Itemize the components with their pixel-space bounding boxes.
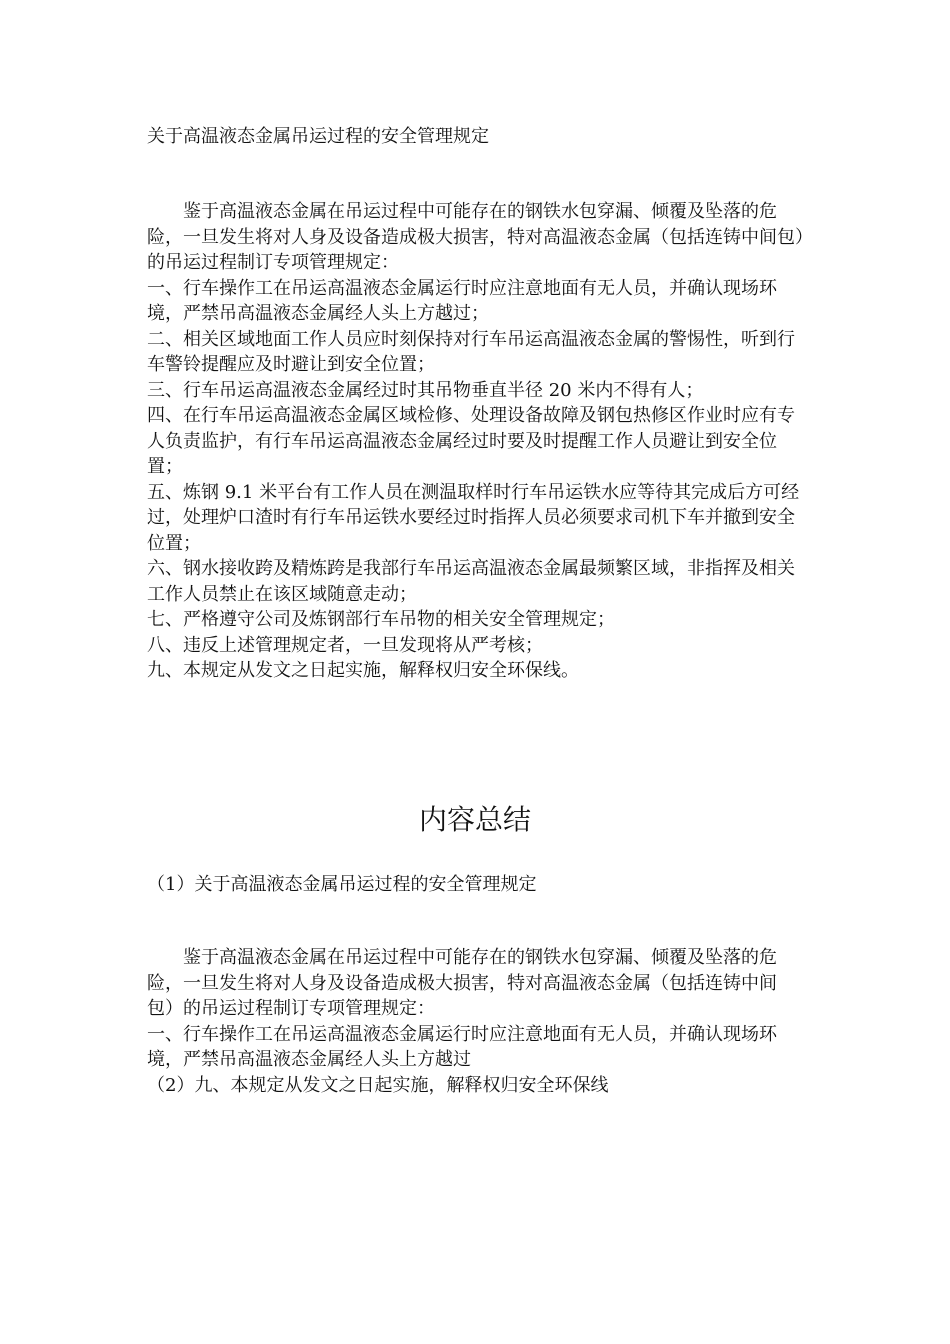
- rule-item-7: 七、严格遵守公司及炼钢部行车吊物的相关安全管理规定；: [147, 609, 615, 630]
- document-title: 关于高温液态金属吊运过程的安全管理规定: [147, 126, 489, 147]
- rule-item-6: 六、钢水接收跨及精炼跨是我部行车吊运高温液态金属最频繁区域，非指挥及相关工作人员禁止在该区域随意走动；: [147, 558, 795, 605]
- rule-item-9: 九、本规定从发文之日起实施，解释权归安全环保线。: [147, 660, 579, 681]
- summary-heading: 内容总结: [418, 803, 531, 836]
- rule-item-4: 四、在行车吊运高温液态金属区域检修、处理设备故障及钢包热修区作业时应有专人负责监护，有行车吊运高温液态金属经过时要及时提醒工作人员避让到安全位置；: [147, 405, 795, 477]
- summary-intro-paragraph: 鉴于高温液态金属在吊运过程中可能存在的钢铁水包穿漏、倾覆及坠落的危险，一旦发生将对人身及设备造成极大损害，特对高温液态金属（包括连铸中间包）的吊运过程制订专项管理规定：: [147, 947, 777, 1019]
- rule-item-1: 一、行车操作工在吊运高温液态金属运行时应注意地面有无人员，并确认现场环境，严禁吊高温液态金属经人头上方越过；: [147, 277, 777, 324]
- rule-item-3: 三、行车吊运高温液态金属经过时其吊物垂直半径 20 米内不得有人；: [147, 379, 704, 401]
- summary-rule-1: 一、行车操作工在吊运高温液态金属运行时应注意地面有无人员，并确认现场环境，严禁吊高温液态金属经人头上方越过: [147, 1023, 777, 1070]
- summary-item-2: （2）九、本规定从发文之日起实施，解释权归安全环保线: [147, 1074, 609, 1096]
- intro-paragraph: 鉴于高温液态金属在吊运过程中可能存在的钢铁水包穿漏、倾覆及坠落的危险，一旦发生将对人身及设备造成极大损害，特对高温液态金属（包括连铸中间包）的吊运过程制订专项管理规定：: [147, 201, 804, 273]
- rule-item-8: 八、违反上述管理规定者，一旦发现将从严考核；: [147, 634, 543, 656]
- rule-item-2: 二、相关区域地面工作人员应时刻保持对行车吊运高温液态金属的警惕性，听到行车警铃提醒应及时避让到安全位置；: [147, 328, 795, 375]
- summary-item-1: （1）关于高温液态金属吊运过程的安全管理规定: [147, 874, 537, 895]
- document-body: [147, 199, 807, 684]
- summary-body: [147, 945, 797, 1098]
- rule-item-5: 五、炼钢 9.1 米平台有工作人员在测温取样时行车吊运铁水应等待其完成后方可经过，处理炉口渣时有行车吊运铁水要经过时指挥人员必须要求司机下车并撤到安全位置；: [147, 481, 800, 554]
